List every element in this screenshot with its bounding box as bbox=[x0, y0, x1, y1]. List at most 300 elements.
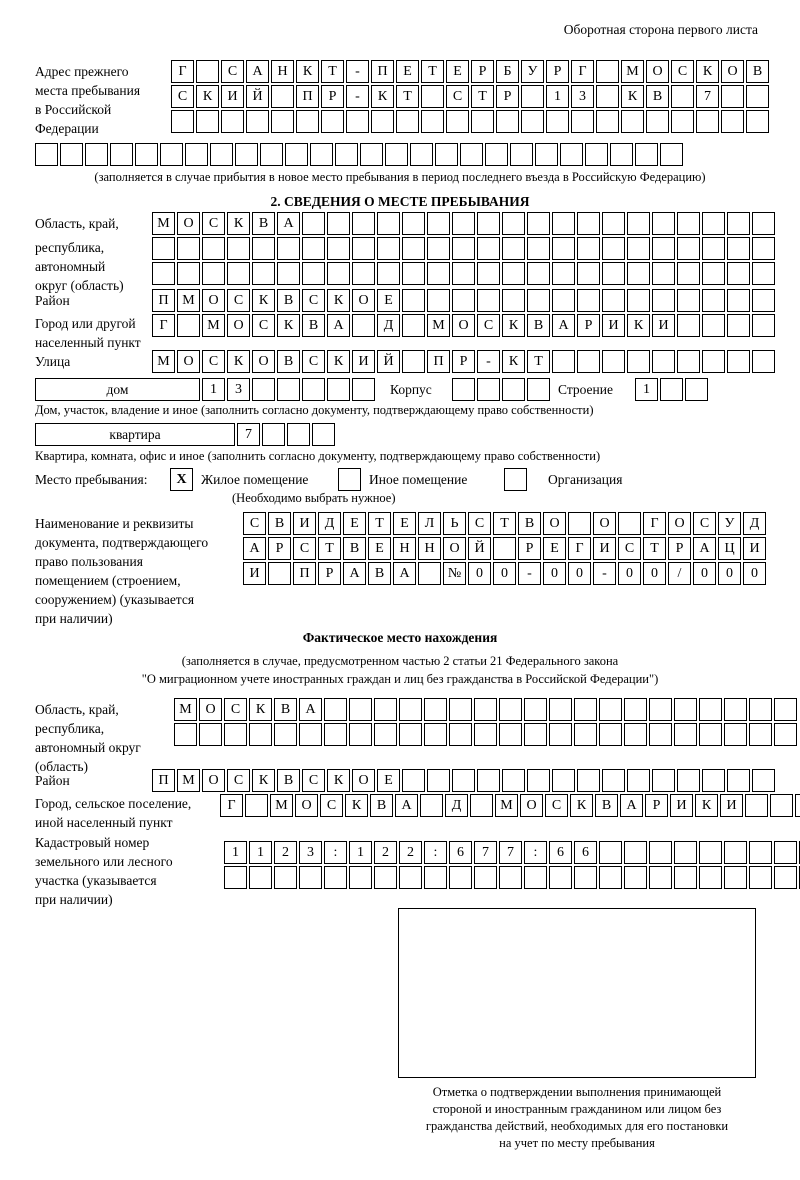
actual-city-cell-10[interactable]: Д bbox=[445, 794, 468, 817]
actual-district-cell-13[interactable] bbox=[452, 769, 475, 792]
region-r2-cell-10[interactable] bbox=[377, 237, 400, 260]
prev-address-r2-cell-12[interactable]: С bbox=[446, 85, 469, 108]
region-r1-cell-13[interactable] bbox=[452, 212, 475, 235]
region-r3-cell-15[interactable] bbox=[502, 262, 525, 285]
city-cell-2[interactable] bbox=[177, 314, 200, 337]
region-r3-cell-24[interactable] bbox=[727, 262, 750, 285]
region-r1-cell-23[interactable] bbox=[702, 212, 725, 235]
district-cell-19[interactable] bbox=[602, 289, 625, 312]
region-r2-cell-4[interactable] bbox=[227, 237, 250, 260]
stroenie-cell-2[interactable] bbox=[660, 378, 683, 401]
actual-city-cell-6[interactable]: К bbox=[345, 794, 368, 817]
actual-city-cell-23[interactable] bbox=[770, 794, 793, 817]
region-r3-cell-14[interactable] bbox=[477, 262, 500, 285]
cadastral-r2-cell-20[interactable] bbox=[699, 866, 722, 889]
street-cell-12[interactable]: П bbox=[427, 350, 450, 373]
region-r2-cell-7[interactable] bbox=[302, 237, 325, 260]
document-r3-cell-16[interactable]: 0 bbox=[618, 562, 641, 585]
actual-region-r2-cell-10[interactable] bbox=[399, 723, 422, 746]
document-r2-cell-14[interactable]: Г bbox=[568, 537, 591, 560]
actual-city-cell-13[interactable]: О bbox=[520, 794, 543, 817]
region-r2-cell-21[interactable] bbox=[652, 237, 675, 260]
city-cell-19[interactable]: И bbox=[602, 314, 625, 337]
actual-city-cell-7[interactable]: В bbox=[370, 794, 393, 817]
actual-region-r2-cell-22[interactable] bbox=[699, 723, 722, 746]
cadastral-r1-cell-7[interactable]: 2 bbox=[374, 841, 397, 864]
city-cell-10[interactable]: Д bbox=[377, 314, 400, 337]
prev-address-r1-cell-10[interactable]: Е bbox=[396, 60, 419, 83]
region-r1-cell-10[interactable] bbox=[377, 212, 400, 235]
region-r1-cell-25[interactable] bbox=[752, 212, 775, 235]
document-r2-cell-8[interactable]: Н bbox=[418, 537, 441, 560]
region-r1-cell-24[interactable] bbox=[727, 212, 750, 235]
cadastral-row-1[interactable] bbox=[224, 841, 800, 864]
actual-region-r2-cell-4[interactable] bbox=[249, 723, 272, 746]
document-r2-cell-19[interactable]: А bbox=[693, 537, 716, 560]
region-r2-cell-17[interactable] bbox=[552, 237, 575, 260]
region-r1-cell-14[interactable] bbox=[477, 212, 500, 235]
region-r3-cell-22[interactable] bbox=[677, 262, 700, 285]
actual-district-cell-21[interactable] bbox=[652, 769, 675, 792]
region-row-3[interactable] bbox=[152, 262, 777, 285]
actual-district-cell-24[interactable] bbox=[727, 769, 750, 792]
actual-region-r1-cell-13[interactable] bbox=[474, 698, 497, 721]
prev-address-r4-cell-3[interactable] bbox=[85, 143, 108, 166]
prev-address-r2-cell-4[interactable]: Й bbox=[246, 85, 269, 108]
prev-address-r4-cell-13[interactable] bbox=[335, 143, 358, 166]
region-r2-cell-12[interactable] bbox=[427, 237, 450, 260]
city-cell-12[interactable]: М bbox=[427, 314, 450, 337]
district-cell-17[interactable] bbox=[552, 289, 575, 312]
prev-address-r4-cell-7[interactable] bbox=[185, 143, 208, 166]
actual-city-cell-12[interactable]: М bbox=[495, 794, 518, 817]
actual-region-r2-cell-13[interactable] bbox=[474, 723, 497, 746]
region-r1-cell-16[interactable] bbox=[527, 212, 550, 235]
region-r3-cell-23[interactable] bbox=[702, 262, 725, 285]
actual-region-r1-cell-8[interactable] bbox=[349, 698, 372, 721]
actual-city-cell-20[interactable]: К bbox=[695, 794, 718, 817]
prev-address-r2-cell-8[interactable]: - bbox=[346, 85, 369, 108]
korpus-row[interactable] bbox=[452, 378, 552, 401]
street-cell-1[interactable]: М bbox=[152, 350, 175, 373]
actual-region-r1-cell-14[interactable] bbox=[499, 698, 522, 721]
city-cell-6[interactable]: К bbox=[277, 314, 300, 337]
city-cell-9[interactable] bbox=[352, 314, 375, 337]
actual-region-r2-cell-18[interactable] bbox=[599, 723, 622, 746]
actual-city-cell-18[interactable]: Р bbox=[645, 794, 668, 817]
actual-region-r2-cell-12[interactable] bbox=[449, 723, 472, 746]
prev-address-r1-cell-3[interactable]: С bbox=[221, 60, 244, 83]
prev-address-r2-cell-24[interactable] bbox=[746, 85, 769, 108]
city-cell-1[interactable]: Г bbox=[152, 314, 175, 337]
cadastral-r2-cell-14[interactable] bbox=[549, 866, 572, 889]
cadastral-row-2[interactable] bbox=[224, 866, 800, 889]
prev-address-r2-cell-17[interactable]: 3 bbox=[571, 85, 594, 108]
street-cell-23[interactable] bbox=[702, 350, 725, 373]
district-cell-15[interactable] bbox=[502, 289, 525, 312]
prev-address-r3-cell-3[interactable] bbox=[221, 110, 244, 133]
actual-district-cell-17[interactable] bbox=[552, 769, 575, 792]
city-cell-13[interactable]: О bbox=[452, 314, 475, 337]
prev-address-r2-cell-19[interactable]: К bbox=[621, 85, 644, 108]
document-r2-cell-16[interactable]: С bbox=[618, 537, 641, 560]
city-cell-22[interactable] bbox=[677, 314, 700, 337]
document-r3-cell-21[interactable]: 0 bbox=[743, 562, 766, 585]
document-r1-cell-6[interactable]: Т bbox=[368, 512, 391, 535]
prev-address-r3-cell-17[interactable] bbox=[571, 110, 594, 133]
actual-district-cell-9[interactable]: О bbox=[352, 769, 375, 792]
prev-address-r1-cell-5[interactable]: Н bbox=[271, 60, 294, 83]
actual-region-r2-cell-25[interactable] bbox=[774, 723, 797, 746]
house-cell-4[interactable] bbox=[277, 378, 300, 401]
district-cell-25[interactable] bbox=[752, 289, 775, 312]
document-r2-cell-15[interactable]: И bbox=[593, 537, 616, 560]
prev-address-r3-cell-6[interactable] bbox=[296, 110, 319, 133]
prev-address-r3-cell-13[interactable] bbox=[471, 110, 494, 133]
region-r2-cell-6[interactable] bbox=[277, 237, 300, 260]
region-r1-cell-2[interactable]: О bbox=[177, 212, 200, 235]
street-cell-6[interactable]: В bbox=[277, 350, 300, 373]
region-r2-cell-16[interactable] bbox=[527, 237, 550, 260]
document-r1-cell-20[interactable]: У bbox=[718, 512, 741, 535]
region-r1-cell-5[interactable]: В bbox=[252, 212, 275, 235]
region-r3-cell-12[interactable] bbox=[427, 262, 450, 285]
actual-district-cell-16[interactable] bbox=[527, 769, 550, 792]
house-cell-2[interactable]: 3 bbox=[227, 378, 250, 401]
prev-address-r4-cell-20[interactable] bbox=[510, 143, 533, 166]
prev-address-r1-cell-7[interactable]: Т bbox=[321, 60, 344, 83]
street-cell-24[interactable] bbox=[727, 350, 750, 373]
street-cell-7[interactable]: С bbox=[302, 350, 325, 373]
region-r3-cell-16[interactable] bbox=[527, 262, 550, 285]
prev-address-r3-cell-11[interactable] bbox=[421, 110, 444, 133]
prev-address-r2-cell-22[interactable]: 7 bbox=[696, 85, 719, 108]
city-cell-20[interactable]: К bbox=[627, 314, 650, 337]
district-cell-24[interactable] bbox=[727, 289, 750, 312]
prev-address-r1-cell-12[interactable]: Е bbox=[446, 60, 469, 83]
cadastral-r2-cell-12[interactable] bbox=[499, 866, 522, 889]
actual-district-cell-25[interactable] bbox=[752, 769, 775, 792]
document-r3-cell-6[interactable]: В bbox=[368, 562, 391, 585]
house-cell-1[interactable]: 1 bbox=[202, 378, 225, 401]
prev-address-r1-cell-11[interactable]: Т bbox=[421, 60, 444, 83]
stroenie-cell-1[interactable]: 1 bbox=[635, 378, 658, 401]
district-cell-14[interactable] bbox=[477, 289, 500, 312]
prev-address-r2-cell-5[interactable] bbox=[271, 85, 294, 108]
district-cell-2[interactable]: М bbox=[177, 289, 200, 312]
region-r3-cell-25[interactable] bbox=[752, 262, 775, 285]
actual-region-r1-cell-23[interactable] bbox=[724, 698, 747, 721]
actual-region-r1-cell-10[interactable] bbox=[399, 698, 422, 721]
prev-address-r3-cell-4[interactable] bbox=[246, 110, 269, 133]
actual-region-r1-cell-2[interactable]: О bbox=[199, 698, 222, 721]
cadastral-r1-cell-10[interactable]: 6 bbox=[449, 841, 472, 864]
document-r3-cell-20[interactable]: 0 bbox=[718, 562, 741, 585]
actual-city-cell-24[interactable] bbox=[795, 794, 800, 817]
document-r1-cell-14[interactable] bbox=[568, 512, 591, 535]
document-r3-cell-4[interactable]: Р bbox=[318, 562, 341, 585]
actual-region-r1-cell-12[interactable] bbox=[449, 698, 472, 721]
actual-district-cell-19[interactable] bbox=[602, 769, 625, 792]
cadastral-r1-cell-23[interactable] bbox=[774, 841, 797, 864]
prev-address-r3-cell-22[interactable] bbox=[696, 110, 719, 133]
document-r1-cell-13[interactable]: О bbox=[543, 512, 566, 535]
street-cell-11[interactable] bbox=[402, 350, 425, 373]
house-cell-6[interactable] bbox=[327, 378, 350, 401]
cadastral-r1-cell-6[interactable]: 1 bbox=[349, 841, 372, 864]
document-r3-cell-17[interactable]: 0 bbox=[643, 562, 666, 585]
district-cell-12[interactable] bbox=[427, 289, 450, 312]
street-cell-25[interactable] bbox=[752, 350, 775, 373]
prev-address-r4-cell-18[interactable] bbox=[460, 143, 483, 166]
actual-region-r2-cell-11[interactable] bbox=[424, 723, 447, 746]
document-r2-cell-7[interactable]: Н bbox=[393, 537, 416, 560]
document-r2-cell-1[interactable]: А bbox=[243, 537, 266, 560]
region-r3-cell-17[interactable] bbox=[552, 262, 575, 285]
prev-address-r3-cell-7[interactable] bbox=[321, 110, 344, 133]
district-cell-18[interactable] bbox=[577, 289, 600, 312]
street-cell-19[interactable] bbox=[602, 350, 625, 373]
district-cell-9[interactable]: О bbox=[352, 289, 375, 312]
document-r3-cell-15[interactable]: - bbox=[593, 562, 616, 585]
region-r2-cell-13[interactable] bbox=[452, 237, 475, 260]
prev-address-r3-cell-14[interactable] bbox=[496, 110, 519, 133]
cadastral-r2-cell-10[interactable] bbox=[449, 866, 472, 889]
document-r1-cell-3[interactable]: И bbox=[293, 512, 316, 535]
city-cell-16[interactable]: В bbox=[527, 314, 550, 337]
prev-address-r4-cell-24[interactable] bbox=[610, 143, 633, 166]
region-r1-cell-7[interactable] bbox=[302, 212, 325, 235]
cadastral-r1-cell-20[interactable] bbox=[699, 841, 722, 864]
city-cell-14[interactable]: С bbox=[477, 314, 500, 337]
korpus-cell-3[interactable] bbox=[502, 378, 525, 401]
actual-city-cell-8[interactable]: А bbox=[395, 794, 418, 817]
cadastral-r1-cell-15[interactable]: 6 bbox=[574, 841, 597, 864]
street-cell-10[interactable]: Й bbox=[377, 350, 400, 373]
street-cell-21[interactable] bbox=[652, 350, 675, 373]
cadastral-r1-cell-16[interactable] bbox=[599, 841, 622, 864]
prev-address-r4-cell-1[interactable] bbox=[35, 143, 58, 166]
actual-city-cell-14[interactable]: С bbox=[545, 794, 568, 817]
region-r2-cell-24[interactable] bbox=[727, 237, 750, 260]
street-row[interactable] bbox=[152, 350, 777, 373]
region-r1-cell-12[interactable] bbox=[427, 212, 450, 235]
prev-address-r4-cell-22[interactable] bbox=[560, 143, 583, 166]
city-row[interactable] bbox=[152, 314, 777, 337]
region-r1-cell-21[interactable] bbox=[652, 212, 675, 235]
prev-address-r3-cell-24[interactable] bbox=[746, 110, 769, 133]
region-r3-cell-13[interactable] bbox=[452, 262, 475, 285]
district-cell-1[interactable]: П bbox=[152, 289, 175, 312]
cadastral-r2-cell-1[interactable] bbox=[224, 866, 247, 889]
prev-address-r4-cell-14[interactable] bbox=[360, 143, 383, 166]
prev-address-r2-cell-20[interactable]: В bbox=[646, 85, 669, 108]
document-r2-cell-12[interactable]: Р bbox=[518, 537, 541, 560]
actual-district-cell-15[interactable] bbox=[502, 769, 525, 792]
region-r2-cell-23[interactable] bbox=[702, 237, 725, 260]
cadastral-r1-cell-11[interactable]: 7 bbox=[474, 841, 497, 864]
district-cell-5[interactable]: К bbox=[252, 289, 275, 312]
prev-address-r3-cell-2[interactable] bbox=[196, 110, 219, 133]
region-row-2[interactable] bbox=[152, 237, 777, 260]
cadastral-r1-cell-21[interactable] bbox=[724, 841, 747, 864]
actual-region-r2-cell-1[interactable] bbox=[174, 723, 197, 746]
region-r3-cell-2[interactable] bbox=[177, 262, 200, 285]
document-r1-cell-18[interactable]: О bbox=[668, 512, 691, 535]
prev-address-r2-cell-13[interactable]: Т bbox=[471, 85, 494, 108]
city-cell-18[interactable]: Р bbox=[577, 314, 600, 337]
region-r3-cell-8[interactable] bbox=[327, 262, 350, 285]
street-cell-3[interactable]: С bbox=[202, 350, 225, 373]
document-r3-cell-12[interactable]: - bbox=[518, 562, 541, 585]
actual-district-cell-20[interactable] bbox=[627, 769, 650, 792]
region-r1-cell-8[interactable] bbox=[327, 212, 350, 235]
cadastral-r2-cell-3[interactable] bbox=[274, 866, 297, 889]
actual-region-r1-cell-25[interactable] bbox=[774, 698, 797, 721]
korpus-cell-1[interactable] bbox=[452, 378, 475, 401]
actual-region-r1-cell-3[interactable]: С bbox=[224, 698, 247, 721]
place-type-checkbox-residential[interactable]: X bbox=[170, 468, 193, 491]
cadastral-r2-cell-17[interactable] bbox=[624, 866, 647, 889]
actual-district-cell-11[interactable] bbox=[402, 769, 425, 792]
actual-region-r1-cell-15[interactable] bbox=[524, 698, 547, 721]
actual-city-row[interactable] bbox=[220, 794, 800, 817]
prev-address-r1-cell-14[interactable]: Б bbox=[496, 60, 519, 83]
document-r2-cell-4[interactable]: Т bbox=[318, 537, 341, 560]
korpus-cell-2[interactable] bbox=[477, 378, 500, 401]
flat-cell-2[interactable] bbox=[262, 423, 285, 446]
actual-district-cell-2[interactable]: М bbox=[177, 769, 200, 792]
street-cell-13[interactable]: Р bbox=[452, 350, 475, 373]
document-r1-cell-7[interactable]: Е bbox=[393, 512, 416, 535]
prev-address-r1-cell-1[interactable]: Г bbox=[171, 60, 194, 83]
region-r1-cell-3[interactable]: С bbox=[202, 212, 225, 235]
region-r1-cell-4[interactable]: К bbox=[227, 212, 250, 235]
cadastral-r1-cell-22[interactable] bbox=[749, 841, 772, 864]
cadastral-r1-cell-12[interactable]: 7 bbox=[499, 841, 522, 864]
actual-district-cell-8[interactable]: К bbox=[327, 769, 350, 792]
document-r3-cell-5[interactable]: А bbox=[343, 562, 366, 585]
cadastral-r1-cell-18[interactable] bbox=[649, 841, 672, 864]
prev-address-r1-cell-4[interactable]: А bbox=[246, 60, 269, 83]
prev-address-r4-cell-10[interactable] bbox=[260, 143, 283, 166]
prev-address-r4-cell-19[interactable] bbox=[485, 143, 508, 166]
prev-address-r4-cell-15[interactable] bbox=[385, 143, 408, 166]
document-r3-cell-14[interactable]: 0 bbox=[568, 562, 591, 585]
prev-address-row-2[interactable] bbox=[171, 85, 771, 108]
document-row-2[interactable] bbox=[243, 537, 768, 560]
region-r1-cell-9[interactable] bbox=[352, 212, 375, 235]
prev-address-r2-cell-7[interactable]: Р bbox=[321, 85, 344, 108]
actual-city-cell-16[interactable]: В bbox=[595, 794, 618, 817]
document-r1-cell-17[interactable]: Г bbox=[643, 512, 666, 535]
document-r3-cell-2[interactable] bbox=[268, 562, 291, 585]
actual-region-r1-cell-5[interactable]: В bbox=[274, 698, 297, 721]
actual-district-cell-12[interactable] bbox=[427, 769, 450, 792]
document-r3-cell-18[interactable]: / bbox=[668, 562, 691, 585]
actual-district-cell-14[interactable] bbox=[477, 769, 500, 792]
region-r1-cell-17[interactable] bbox=[552, 212, 575, 235]
prev-address-r1-cell-8[interactable]: - bbox=[346, 60, 369, 83]
stroenie-cell-3[interactable] bbox=[685, 378, 708, 401]
prev-address-r2-cell-18[interactable] bbox=[596, 85, 619, 108]
prev-address-r3-cell-15[interactable] bbox=[521, 110, 544, 133]
region-r1-cell-20[interactable] bbox=[627, 212, 650, 235]
cadastral-r1-cell-5[interactable]: : bbox=[324, 841, 347, 864]
prev-address-row-4[interactable] bbox=[35, 143, 685, 166]
cadastral-r1-cell-19[interactable] bbox=[674, 841, 697, 864]
street-cell-18[interactable] bbox=[577, 350, 600, 373]
region-r1-cell-6[interactable]: А bbox=[277, 212, 300, 235]
prev-address-r3-cell-23[interactable] bbox=[721, 110, 744, 133]
prev-address-r2-cell-15[interactable] bbox=[521, 85, 544, 108]
region-r3-cell-1[interactable] bbox=[152, 262, 175, 285]
region-r3-cell-3[interactable] bbox=[202, 262, 225, 285]
prev-address-r3-cell-18[interactable] bbox=[596, 110, 619, 133]
prev-address-r1-cell-6[interactable]: К bbox=[296, 60, 319, 83]
cadastral-r2-cell-13[interactable] bbox=[524, 866, 547, 889]
document-r3-cell-10[interactable]: 0 bbox=[468, 562, 491, 585]
cadastral-r1-cell-13[interactable]: : bbox=[524, 841, 547, 864]
prev-address-r1-cell-17[interactable]: Г bbox=[571, 60, 594, 83]
prev-address-r2-cell-14[interactable]: Р bbox=[496, 85, 519, 108]
document-r2-cell-6[interactable]: Е bbox=[368, 537, 391, 560]
prev-address-r3-cell-19[interactable] bbox=[621, 110, 644, 133]
document-r1-cell-5[interactable]: Е bbox=[343, 512, 366, 535]
actual-district-cell-18[interactable] bbox=[577, 769, 600, 792]
prev-address-r4-cell-25[interactable] bbox=[635, 143, 658, 166]
prev-address-r4-cell-9[interactable] bbox=[235, 143, 258, 166]
region-r1-cell-15[interactable] bbox=[502, 212, 525, 235]
actual-region-r1-cell-24[interactable] bbox=[749, 698, 772, 721]
region-r2-cell-19[interactable] bbox=[602, 237, 625, 260]
region-r1-cell-19[interactable] bbox=[602, 212, 625, 235]
prev-address-r3-cell-10[interactable] bbox=[396, 110, 419, 133]
document-r3-cell-3[interactable]: П bbox=[293, 562, 316, 585]
korpus-cell-4[interactable] bbox=[527, 378, 550, 401]
actual-region-r1-cell-21[interactable] bbox=[674, 698, 697, 721]
city-cell-8[interactable]: А bbox=[327, 314, 350, 337]
cadastral-r2-cell-6[interactable] bbox=[349, 866, 372, 889]
region-r3-cell-10[interactable] bbox=[377, 262, 400, 285]
prev-address-r1-cell-20[interactable]: О bbox=[646, 60, 669, 83]
document-r3-cell-7[interactable]: А bbox=[393, 562, 416, 585]
prev-address-r4-cell-16[interactable] bbox=[410, 143, 433, 166]
prev-address-r4-cell-11[interactable] bbox=[285, 143, 308, 166]
prev-address-r4-cell-5[interactable] bbox=[135, 143, 158, 166]
document-r1-cell-21[interactable]: Д bbox=[743, 512, 766, 535]
cadastral-r1-cell-8[interactable]: 2 bbox=[399, 841, 422, 864]
cadastral-r2-cell-23[interactable] bbox=[774, 866, 797, 889]
document-r2-cell-21[interactable]: И bbox=[743, 537, 766, 560]
city-cell-17[interactable]: А bbox=[552, 314, 575, 337]
actual-city-cell-22[interactable] bbox=[745, 794, 768, 817]
document-r3-cell-13[interactable]: 0 bbox=[543, 562, 566, 585]
district-cell-13[interactable] bbox=[452, 289, 475, 312]
region-r1-cell-1[interactable]: М bbox=[152, 212, 175, 235]
cadastral-r1-cell-3[interactable]: 2 bbox=[274, 841, 297, 864]
actual-district-cell-23[interactable] bbox=[702, 769, 725, 792]
document-r2-cell-20[interactable]: Ц bbox=[718, 537, 741, 560]
street-cell-15[interactable]: К bbox=[502, 350, 525, 373]
actual-city-cell-9[interactable] bbox=[420, 794, 443, 817]
prev-address-r1-cell-24[interactable]: В bbox=[746, 60, 769, 83]
actual-city-cell-1[interactable]: Г bbox=[220, 794, 243, 817]
prev-address-r1-cell-23[interactable]: О bbox=[721, 60, 744, 83]
place-type-checkbox-other[interactable] bbox=[338, 468, 361, 491]
actual-city-cell-2[interactable] bbox=[245, 794, 268, 817]
actual-city-cell-5[interactable]: С bbox=[320, 794, 343, 817]
